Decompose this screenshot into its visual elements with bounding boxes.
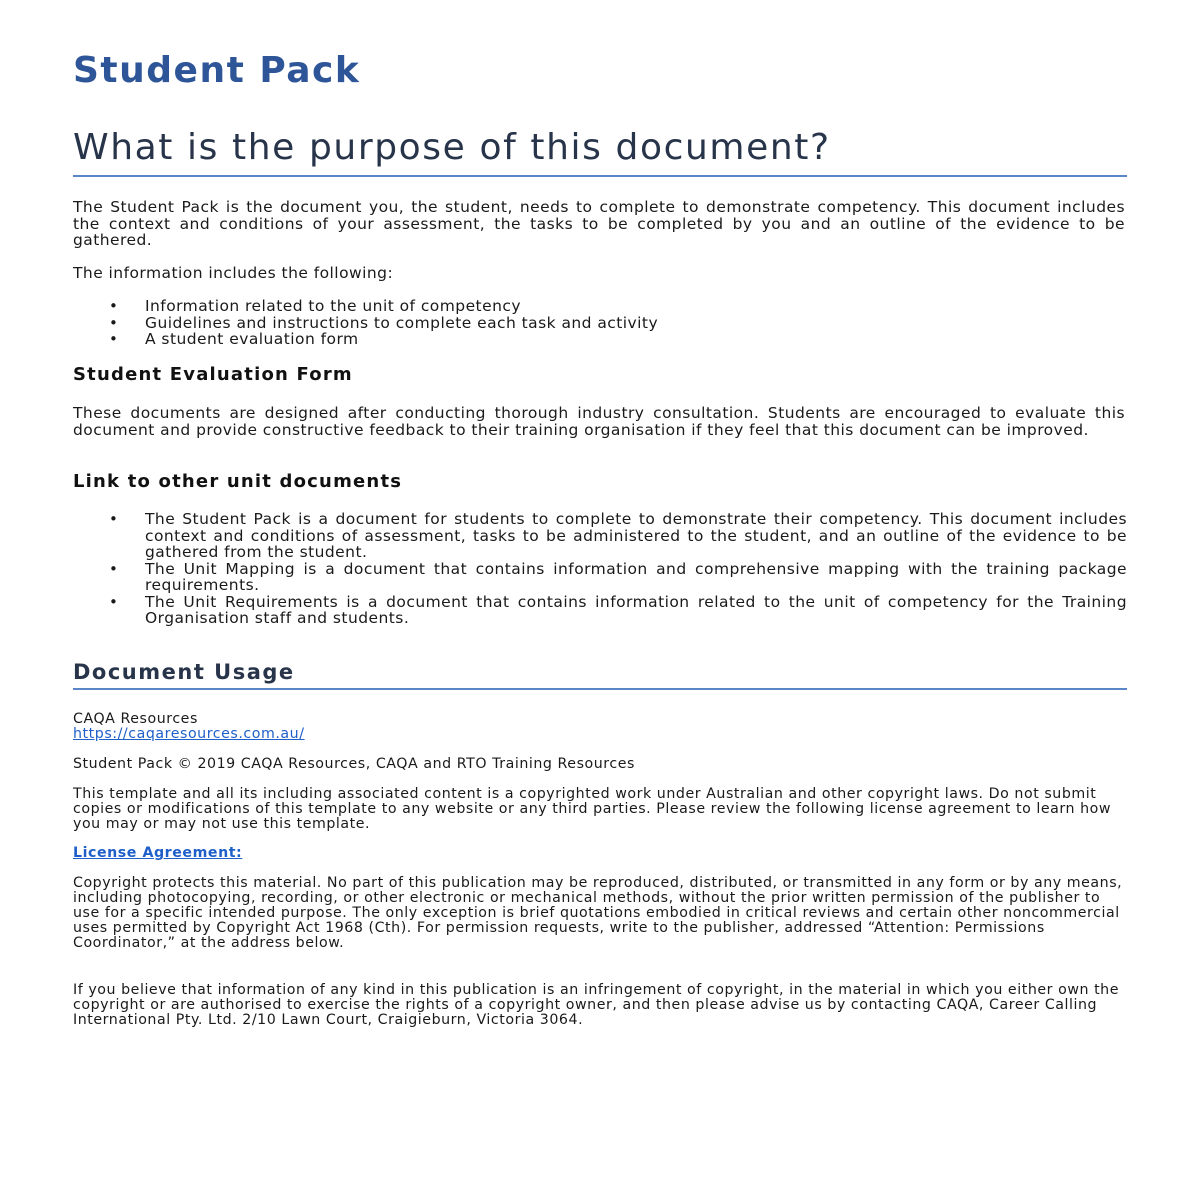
purpose-list-intro: The information includes the following: [73, 264, 394, 282]
usage-heading: Document Usage [73, 660, 295, 684]
list-item: • The Unit Requirements is a document that contains information related to the unit of competency for the Training Organisation staff and students. [109, 592, 1127, 627]
org-name: CAQA Resources [73, 711, 198, 727]
bullet-icon: • [109, 510, 119, 528]
license-line [73, 846, 1125, 861]
usage-heading-rule [73, 688, 1127, 690]
copyright-text: Copyright protects this material. No part of this publication may be reproduced, distributed, or transmitted in any form or by any means, including photocopying, recording, or other electronic or mechanical methods, without the prior written permission of the publisher to use for a specific intended purpose. The only exception is brief quotations embodied in critical reviews and certain other noncommercial uses permitted by Copyright Act 1968 (Cth). For permission requests, write to the publisher, addressed “Attention: Permissions Coordinator,” at the address below. [73, 875, 1123, 951]
list-item: • Guidelines and instructions to complete each task and activity [109, 313, 659, 332]
bullet-icon: • [109, 592, 119, 611]
copyright-line: Student Pack © 2019 CAQA Resources, CAQA and RTO Training Resources [73, 756, 635, 772]
org-url-link[interactable]: https://caqaresources.com.au/ [73, 726, 305, 742]
bullet-icon: • [109, 330, 119, 348]
template-notice: This template and all its including associated content is a copyrighted work under Australian and other copyright laws. Do not submit copies or modifications of this template to any website or any third parties. Please review the following license agreement to learn how you may or may not use this template. [73, 786, 1112, 832]
purpose-intro: The Student Pack is the document you, the student, needs to complete to demonstrate competency. This document includes the context and conditions of your assessment, the tasks to be completed by you and an outline of the evidence to be gathered. [73, 198, 1125, 249]
links-heading: Link to other unit documents [73, 471, 403, 492]
list-item: • A student evaluation form [109, 330, 359, 348]
list-item: • Information related to the unit of competency [109, 297, 521, 315]
license-agreement-link[interactable]: License Agreement: [73, 845, 243, 861]
infringement-text: If you believe that information of any kind in this publication is an infringement of copyright, in the material in which you either own the copyright or are authorised to exercise the rights of a copyright owner, and then please advise us by contacting CAQA, Career Calling International Pty. Ltd. 2/10 Lawn Court, Craigieburn, Victoria 3064. [73, 982, 1120, 1028]
document-title: Student Pack [73, 50, 361, 91]
links-list [73, 511, 1127, 627]
list-item: • The Unit Mapping is a document that contains information and comprehensive mapping with the training package requirements. [109, 559, 1127, 594]
evaluation-text: These documents are designed after conducting thorough industry consultation. Students are encouraged to evaluate this document and provide constructive feedback to their training organisation if they feel that this document can be improved. [73, 404, 1125, 439]
bullet-icon: • [109, 559, 119, 578]
org-url-line [73, 727, 1125, 742]
bullet-icon: • [109, 297, 119, 315]
bullet-icon: • [109, 313, 119, 332]
purpose-heading: What is the purpose of this document? [73, 127, 831, 168]
list-item: • The Student Pack is a document for students to complete to demonstrate their competency. This document includes context and conditions of assessment, tasks to be administered to the student, and an outline of the evidence to be gathered from the student. [109, 510, 1127, 561]
purpose-heading-rule [73, 175, 1127, 177]
evaluation-heading: Student Evaluation Form [73, 364, 353, 385]
purpose-list [73, 298, 1127, 348]
